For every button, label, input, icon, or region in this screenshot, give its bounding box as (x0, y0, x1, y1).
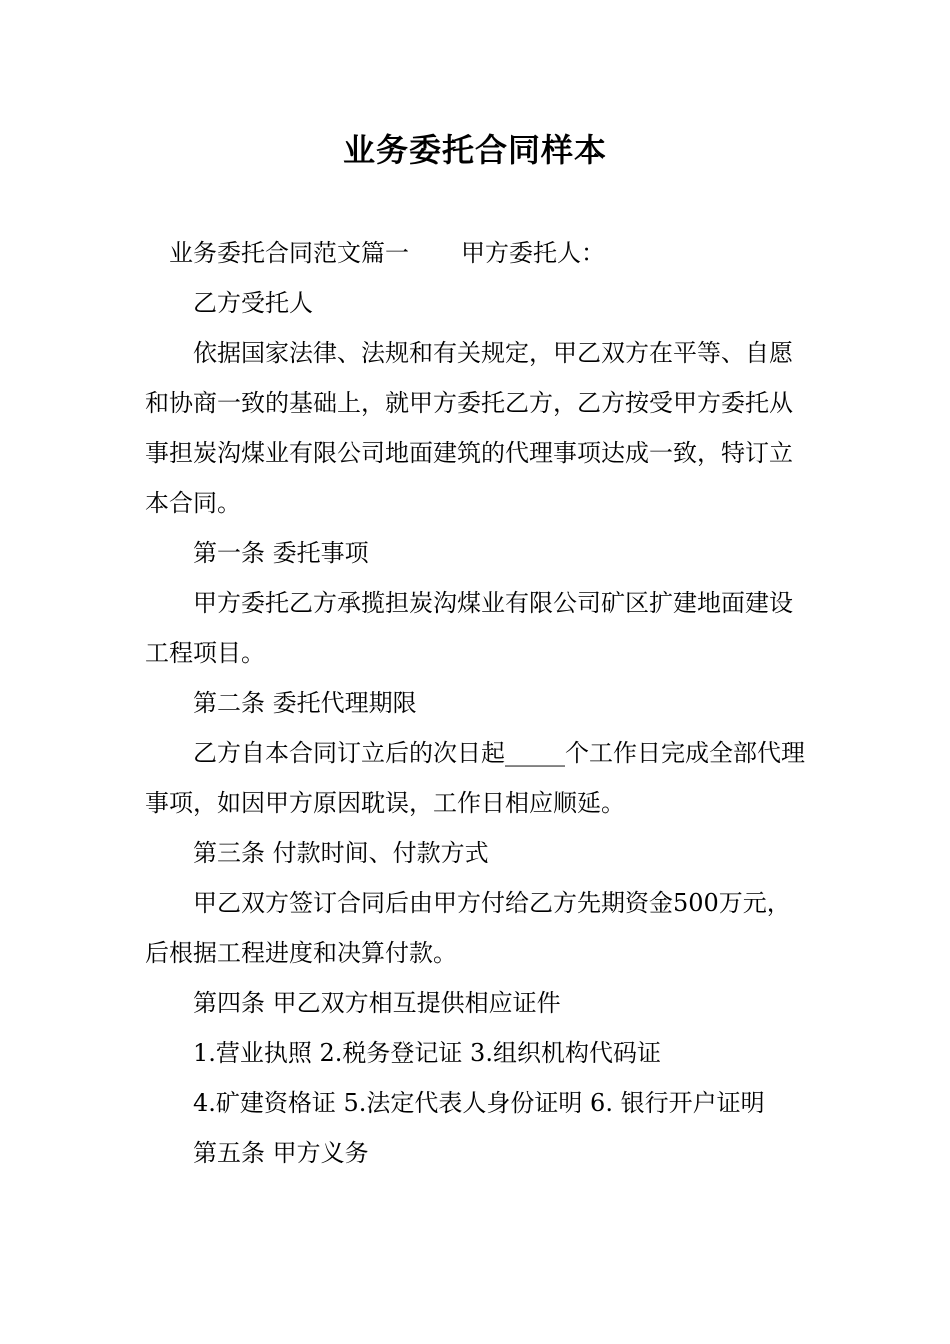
article-3-heading: 第三条 付款时间、付款方式 (193, 839, 489, 867)
document-title: 业务委托合同样本 (342, 131, 607, 169)
article-1-heading: 第一条 委托事项 (193, 539, 369, 567)
article-4-list-1: 1.营业执照 2.税务登记证 3.组织机构代码证 (193, 1039, 661, 1067)
intro-right: 甲方委托人： (461, 239, 605, 267)
article-2-body: 乙方自本合同订立后的次日起_____个工作日完成全部代理事项，如因甲方原因耽误，工作日相应顺延。 (145, 739, 805, 817)
paragraph-trustee: 乙方受托人 (193, 289, 313, 317)
article-3-body: 甲乙双方签订合同后由甲方付给乙方先期资金500万元，后根据工程进度和决算付款。 (145, 889, 791, 967)
article-4-heading: 第四条 甲乙双方相互提供相应证件 (193, 989, 561, 1017)
article-2-heading: 第二条 委托代理期限 (193, 689, 417, 717)
article-5-heading: 第五条 甲方义务 (193, 1139, 369, 1167)
intro-left: 业务委托合同范文篇一 (169, 239, 409, 267)
article-4-list-2: 4.矿建资格证 5.法定代表人身份证明 6. 银行开户证明 (193, 1089, 765, 1117)
article-1-body: 甲方委托乙方承揽担炭沟煤业有限公司矿区扩建地面建设工程项目。 (145, 589, 793, 667)
paragraph-preamble: 依据国家法律、法规和有关规定，甲乙双方在平等、自愿和协商一致的基础上，就甲方委托乙方，乙方按受甲方委托从事担炭沟煤业有限公司地面建筑的代理事项达成一致，特订立本合同。 (145, 339, 793, 517)
document-body (145, 228, 810, 1178)
intro-line (145, 228, 810, 278)
